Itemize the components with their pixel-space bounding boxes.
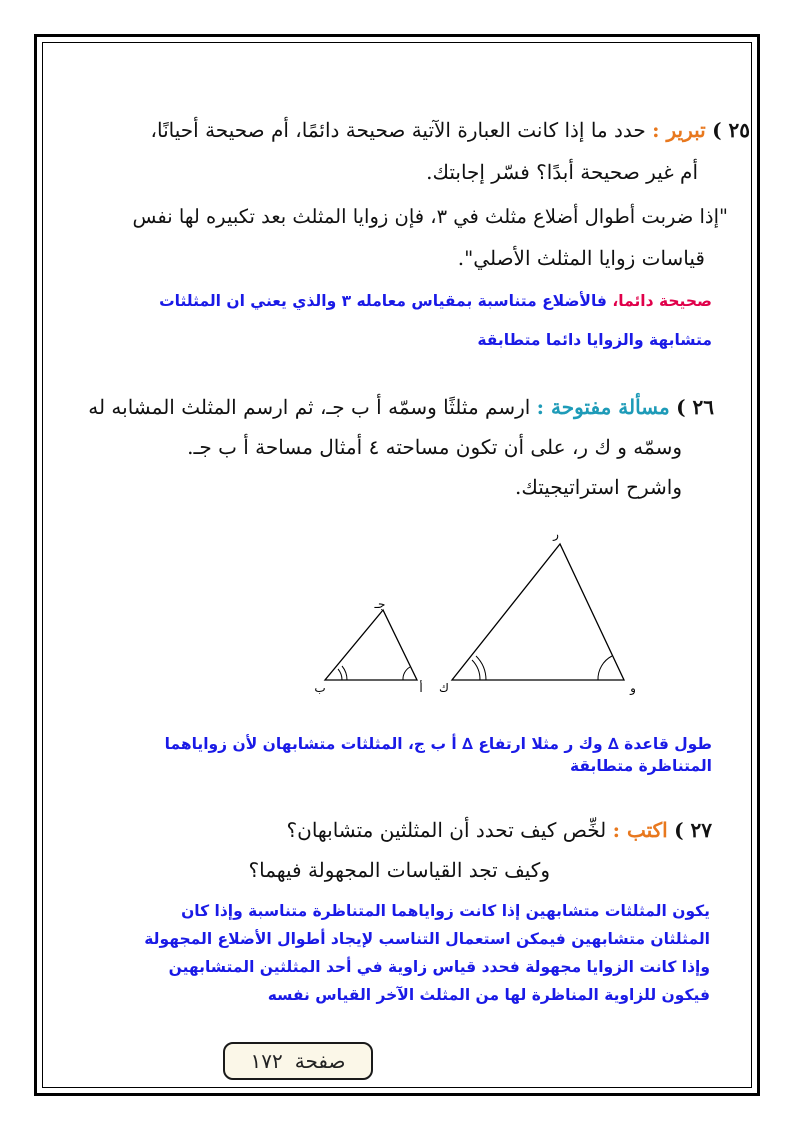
q25-quote-line2: قياسات زوايا المثلث الأصلي".	[457, 246, 705, 270]
q27-number: ٢٧ )	[674, 818, 712, 842]
q26-label: مسألة مفتوحة :	[536, 395, 670, 419]
q25-answer-line2: متشابهة والزوايا دائما متطابقة	[477, 331, 712, 349]
large-triangle-angle-mark-right	[598, 656, 612, 680]
q25-text-line1: حدد ما إذا كانت العبارة الآتية صحيحة دائمًا، أم صحيحة أحيانًا،	[150, 118, 646, 142]
q25-number: ٢٥ )	[712, 118, 750, 142]
large-triangle-vertex-right: و	[630, 681, 636, 695]
q27-text-line1: لخِّص كيف تحدد أن المثلثين متشابهان؟	[286, 818, 607, 842]
q25-quote-line1: "إذا ضربت أطوال أضلاع مثلث في ٣، فإن زوايا المثلث بعد تكبيره لها نفس	[132, 205, 728, 228]
q26-line1	[88, 395, 714, 419]
q26-number: ٢٦ )	[676, 395, 714, 419]
q27-answer-line4: فيكون للزاوية المناظرة لها من المثلث الآخر القياس نفسه	[267, 986, 710, 1004]
q26-text-line1: ارسم مثلثًا وسمّه أ ب جـ، ثم ارسم المثلث المشابه له	[88, 395, 531, 419]
q25-answer-rest: فالأضلاع متناسبة بمقياس معامله ٣ والذي يعني ان المثلثات	[159, 292, 607, 310]
small-triangle-vertex-top: جـ	[374, 597, 386, 611]
small-triangle-angle-mark-left-2	[342, 666, 347, 680]
q26-answer-line1: طول قاعدة ∆ وك ر مثلا ارتفاع ∆ أ ب ج، المثلثات متشابهان لأن زواياهما	[164, 735, 712, 753]
small-triangle-vertex-right: أ	[419, 681, 423, 695]
q27-text-line2: وكيف تجد القياسات المجهولة فيهما؟	[248, 858, 550, 882]
q27-label: اكتب :	[612, 818, 668, 842]
small-triangle-angle-mark-right	[403, 667, 410, 680]
q27-answer-line3: وإذا كانت الزوايا مجهولة فحدد قياس زاوية في أحد المثلثين المتشابهين	[168, 958, 710, 976]
page-number-badge	[223, 1042, 373, 1080]
q27-answer-line1: يكون المثلثات متشابهين إذا كانت زواياهما المتناظرة متناسبة وإذا كان	[181, 902, 710, 920]
large-triangle-vertex-left: ك	[439, 681, 449, 695]
small-triangle-vertex-left: ب	[314, 681, 326, 695]
q25-label: تبرير :	[652, 118, 706, 142]
q25-answer-verdict: صحيحة دائما،	[612, 292, 712, 310]
q25-text-line2: أم غير صحيحة أبدًا؟ فسّر إجابتك.	[426, 160, 698, 184]
q26-text-line2: وسمّه و ك ر، على أن تكون مساحته ٤ أمثال مساحة أ ب جـ.	[187, 435, 682, 459]
small-triangle-angle-mark-left-1	[338, 669, 342, 680]
page-number: ١٧٢	[250, 1049, 283, 1073]
large-triangle-vertex-top: ر	[553, 527, 559, 541]
large-triangle-angle-mark-left-1	[472, 660, 480, 680]
large-triangle	[452, 544, 624, 680]
q27-answer-line2: المثلثان متشابهين فيمكن استعمال التناسب لإيجاد أطوال الأضلاع المجهولة	[144, 930, 710, 948]
q27-line1	[287, 818, 712, 842]
page-label: صفحة	[294, 1049, 346, 1073]
q25-line1	[40, 118, 750, 142]
q26-answer-line2: المتناظرة متطابقة	[569, 757, 712, 775]
q26-text-line3: واشرح استراتيجيتك.	[514, 475, 682, 499]
similar-triangles-figure	[0, 520, 800, 740]
q25-answer-line1	[159, 292, 712, 310]
